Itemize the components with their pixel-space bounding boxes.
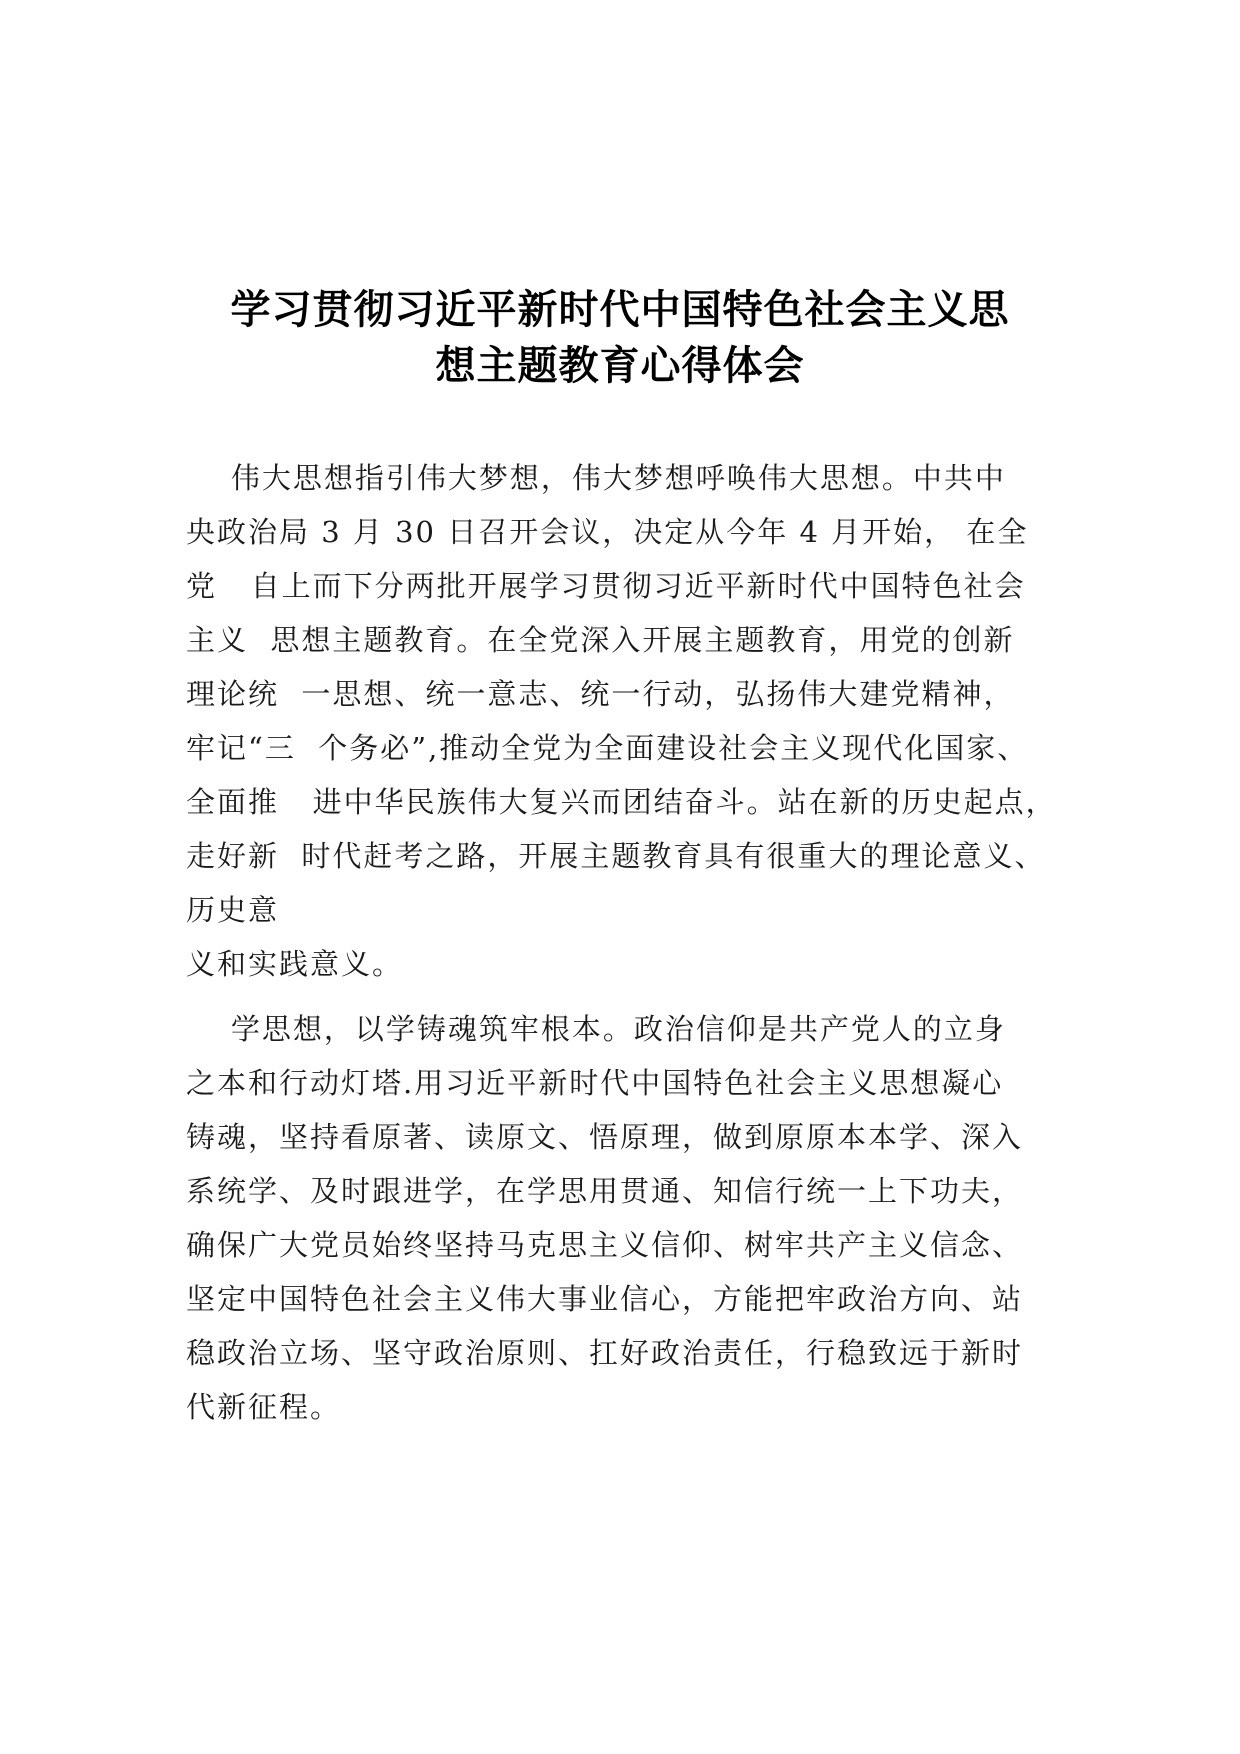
paragraph-line: 义和实践意义。 (186, 947, 404, 981)
paragraph-line: 走好新 时代赶考之路，开展主题教育具有很重大的理论意义、 (186, 839, 1046, 873)
paragraph-line: 学思想，以学铸魂筑牢根本。政治信仰是共产党人的立身 (186, 1012, 1006, 1046)
paragraph-line: 主义 思想主题教育。在全党深入开展主题教育，用党的创新 (186, 623, 1015, 657)
paragraph-line: 坚定中国特色社会主义伟大事业信心，方能把牢政治方向、站 (186, 1282, 1024, 1316)
paragraph-line: 央政治局 3 月 30 日召开会议，决定从今年 4 月开始， 在全 (186, 515, 1029, 549)
paragraph-line: 牢记“三 个务必”,推动全党为全面建设社会主义现代化国家、 (186, 731, 1029, 765)
title-line-1: 学习贯彻习近平新时代中国特色社会主义思 (230, 287, 1010, 333)
paragraph-line: 全面推 进中华民族伟大复兴而团结奋斗。站在新的历史起点， (186, 785, 1057, 819)
paragraph-2 (186, 1002, 1086, 1434)
paragraph-line: 稳政治立场、坚守政治原则、扛好政治责任，行稳致远于新时 (186, 1336, 1024, 1370)
paragraph-line: 历史意 (186, 893, 280, 927)
paragraph-line: 确保广大党员始终坚持马克思主义信仰、树牢共产主义信念、 (186, 1228, 1024, 1262)
paragraph-line: 党 自上而下分两批开展学习贯彻习近平新时代中国特色社会 (186, 569, 1026, 603)
paragraph-line: 代新征程。 (186, 1390, 342, 1424)
paragraph-line: 伟大思想指引伟大梦想，伟大梦想呼唤伟大思想。中共中 (186, 461, 1006, 495)
paragraph-line: 系统学、及时跟进学，在学思用贯通、知信行统一上下功夫， (186, 1174, 1024, 1208)
paragraph-line: 铸魂，坚持看原著、读原文、悟原理，做到原原本本学、深入 (186, 1120, 1024, 1154)
paragraph-1 (186, 451, 1086, 991)
paragraph-line: 理论统 一思想、统一意志、统一行动，弘扬伟大建党精神， (186, 677, 1015, 711)
document-title (150, 282, 1090, 394)
paragraph-line: 之本和行动灯塔.用习近平新时代中国特色社会主义思想凝心 (186, 1066, 1004, 1100)
title-line-2: 想主题教育心得体会 (435, 343, 805, 389)
